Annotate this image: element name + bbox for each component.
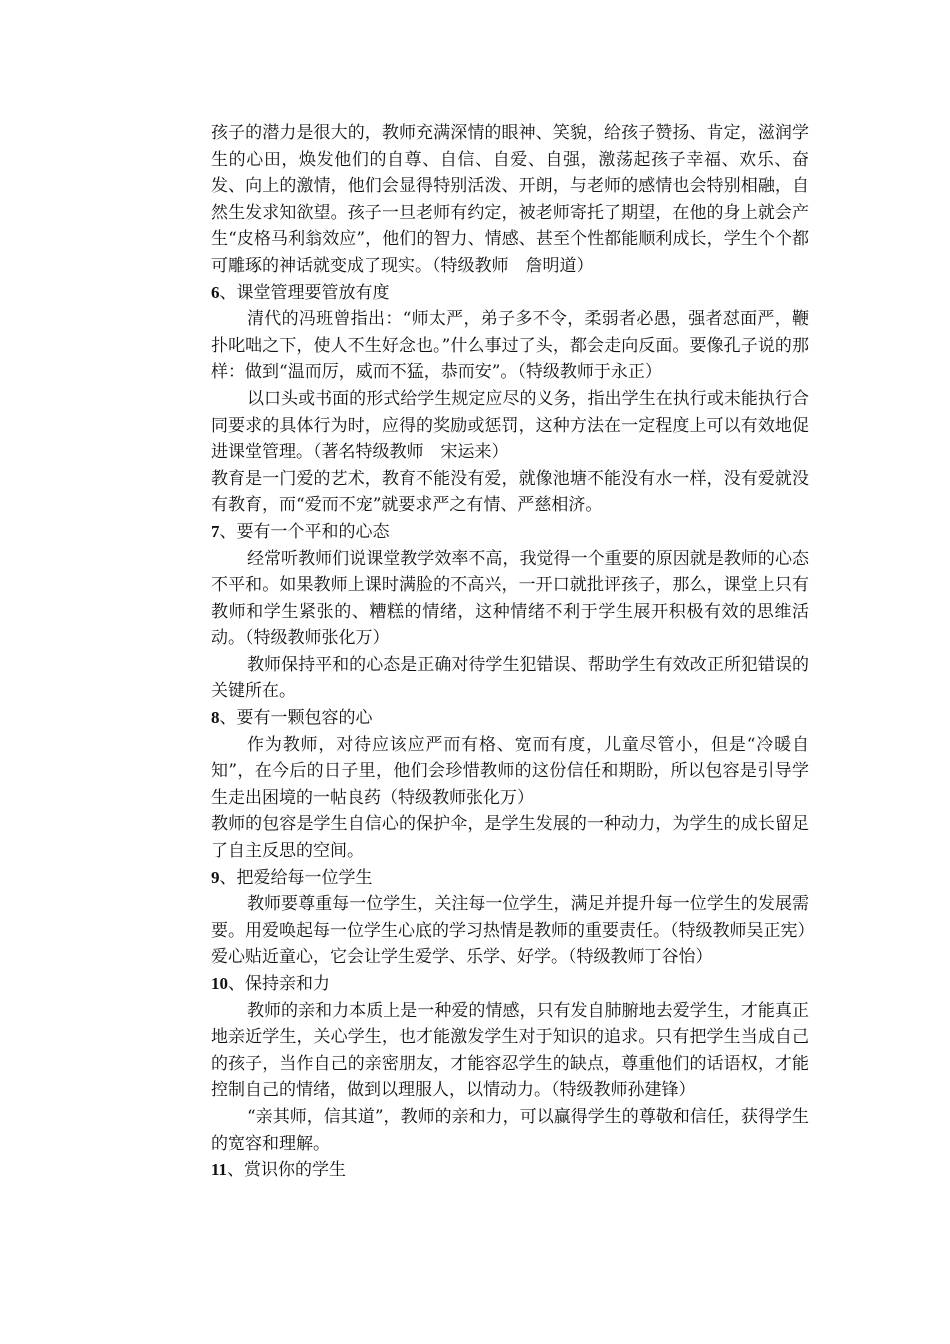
section-number: 9: [211, 867, 220, 887]
section-heading-6: [211, 280, 809, 307]
paragraph: 以口头或书面的形式给学生规定应尽的义务，指出学生在执行或未能执行合同要求的具体行为时，应得的奖励或惩罚，这种方法在一定程度上可以有效地促进课堂管理。（著名特级教师 宋运来）: [211, 388, 809, 463]
paragraph: 经常听教师们说课堂教学效率不高，我觉得一个重要的原因就是教师的心态不平和。如果教师上课时满脸的不高兴，一开口就批评孩子，那么，课堂上只有教师和学生紧张的、糟糕的情绪，这种情绪不利于学生展开积极有效的思维活动。（特级教师张化万）: [211, 548, 809, 649]
section-heading-9: [211, 865, 809, 892]
paragraph: 作为教师，对待应该应严而有格、宽而有度，儿童尽管小，但是“冷暖自知”，在今后的日子里，他们会珍惜教师的这份信任和期盼，所以包容是引导学生走出困境的一帖良药（特级教师张化万）: [211, 734, 809, 808]
paragraph: 教师要尊重每一位学生，关注每一位学生，满足并提升每一位学生的发展需要。用爱唤起每一位学生心底的学习热情是教师的重要责任。（特级教师吴正宪）: [211, 894, 815, 941]
section-number: 6: [211, 282, 220, 302]
section-title: 、把爱给每一位学生: [219, 867, 373, 888]
section-title: 、保持亲和力: [228, 974, 330, 994]
section-number: 8: [211, 708, 220, 728]
paragraph: 教师的包容是学生自信心的保护伞，是学生发展的一种动力，为学生的成长留足了自主反思的空间。: [211, 814, 809, 862]
section-heading-11: [211, 1157, 809, 1184]
document-body: [211, 120, 815, 1184]
section-title: 、课堂管理要管放有度: [219, 282, 390, 303]
paragraph: 教师的亲和力本质上是一种爱的情感，只有发自肺腑地去爱学生，才能真正地亲近学生，关心学生，也才能激发学生对于知识的追求。只有把学生当成自己的孩子，当作自己的亲密朋友，才能容忍学生的缺点，尊重他们的话语权，才能控制自己的情绪，做到以理服人，以情动力。（特级教师孙建锋）: [211, 1000, 809, 1101]
section-heading-8: [211, 705, 809, 732]
paragraph: 教育是一门爱的艺术，教育不能没有爱，就像池塘不能没有水一样，没有爱就没有教育，而“爱而不宠”就要求严之有情、严慈相济。: [211, 468, 809, 516]
section-title: 、要有一个平和的心态: [219, 521, 390, 542]
paragraph: 爱心贴近童心，它会让学生爱学、乐学、好学。（特级教师丁谷怡）: [211, 947, 713, 968]
paragraph: 教师保持平和的心态是正确对待学生犯错误、帮助学生有效改正所犯错误的关键所在。: [211, 654, 809, 702]
paragraph: “亲其师，信其道”，教师的亲和力，可以赢得学生的尊敬和信任，获得学生的宽容和理解。: [211, 1106, 809, 1154]
paragraph: 清代的冯班曾指出：“师太严，弟子多不令，柔弱者必愚，强者怼面严，鞭扑叱咄之下，使人不生好念也。”什么事过了头，都会走向反面。要像孔子说的那样：做到“温而厉，威而不猛，恭而安”。（特级教师于永正）: [211, 309, 809, 383]
section-heading-10: [211, 971, 809, 998]
section-heading-7: [211, 519, 809, 546]
section-number: 7: [211, 521, 220, 541]
paragraph: 孩子的潜力是很大的，教师充满深情的眼神、笑貌，给孩子赞扬、肯定，滋润学生的心田，焕发他们的自尊、自信、自爱、自强，激荡起孩子幸福、欢乐、奋发、向上的激情，他们会显得特别活泼、开朗，与老师的感情也会特别相融，自然生发求知欲望。孩子一旦老师有约定，被老师寄托了期望，在他的身上就会产生“皮格马利翁效应”，他们的智力、情感、甚至个性都能顺利成长，学生个个都可雕琢的神话就变成了现实。（特级教师 詹明道）: [211, 123, 809, 276]
section-number: 10: [211, 974, 228, 993]
section-title: 、赏识你的学生: [227, 1160, 347, 1181]
section-number: 11: [211, 1160, 228, 1180]
section-title: 、要有一颗包容的心: [219, 708, 373, 729]
